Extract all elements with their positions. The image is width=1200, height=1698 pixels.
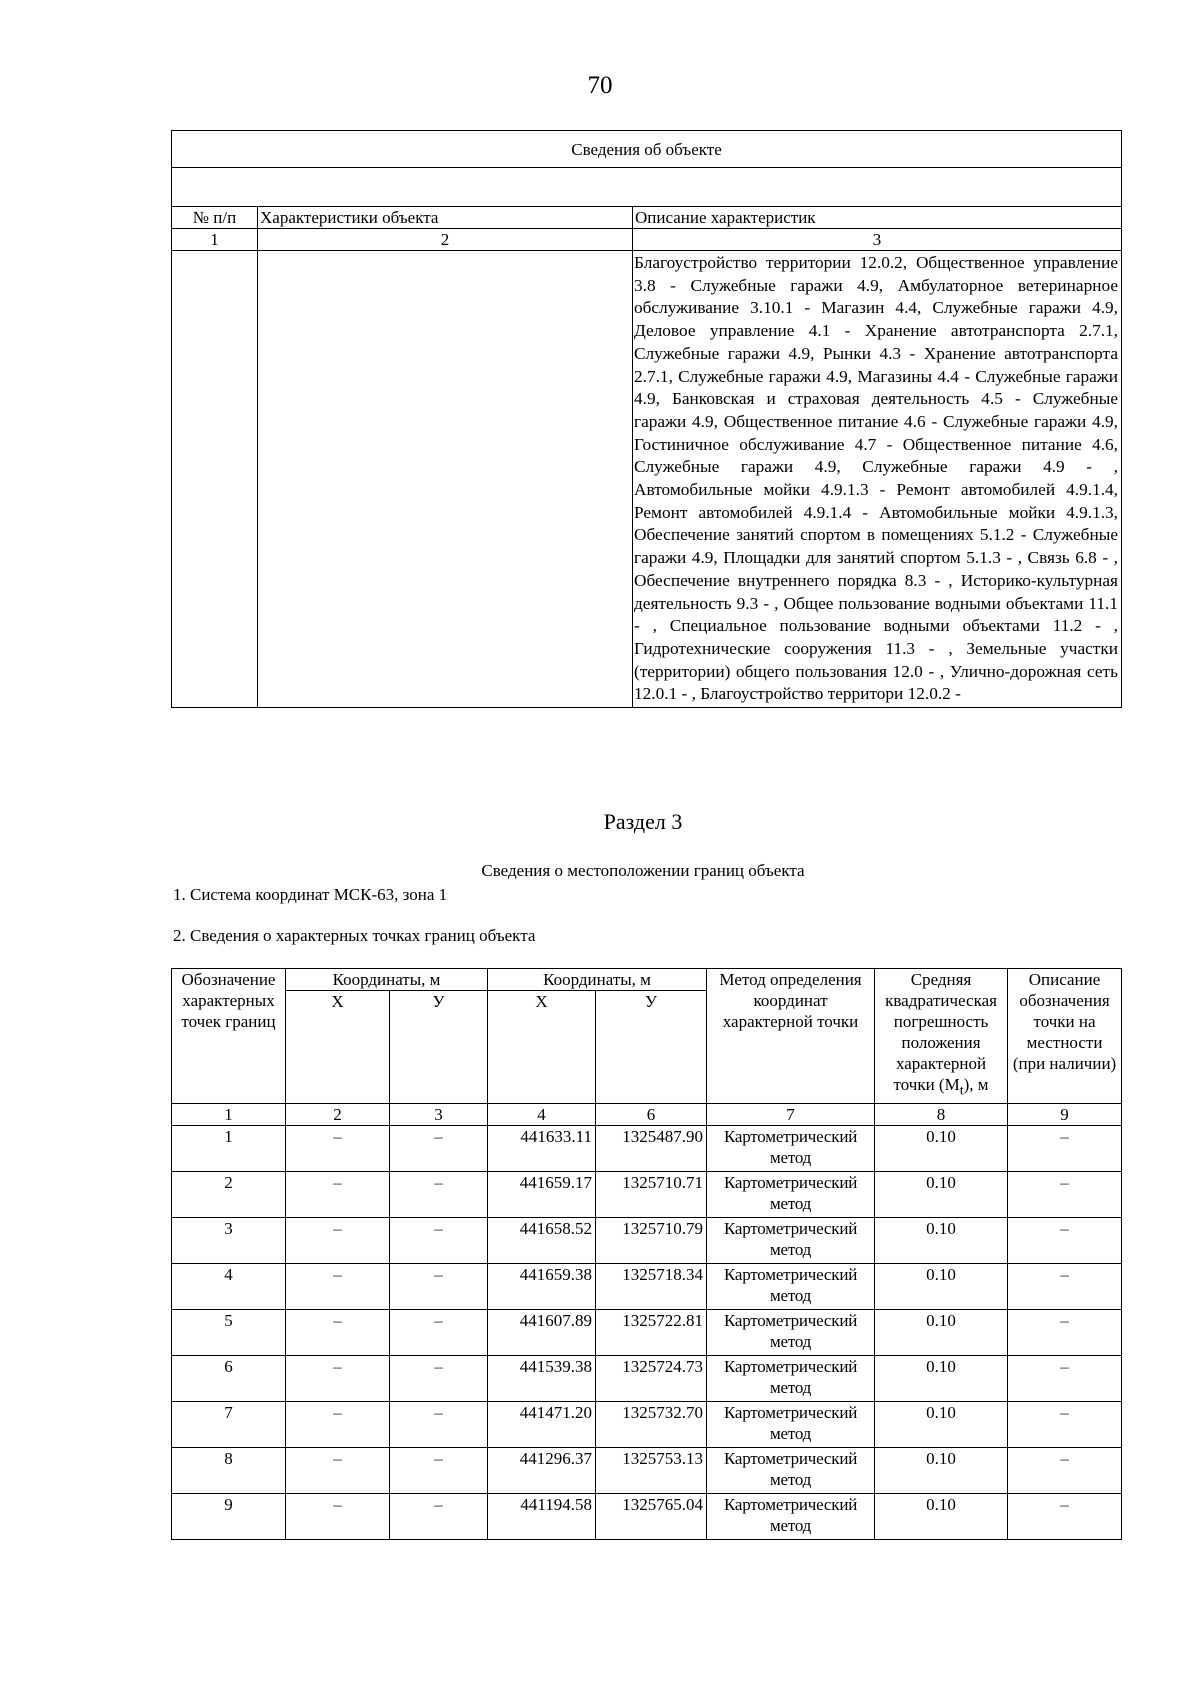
point-method-line-1: Картометрический [723,1311,858,1330]
object-table-title: Сведения об объекте [172,131,1122,168]
header-x-old: X [286,991,390,1104]
point-description: – [1008,1402,1122,1448]
point-method [707,1126,875,1172]
point-method [707,1356,875,1402]
point-x: 441471.20 [488,1402,596,1448]
point-y: 1325722.81 [596,1310,707,1356]
point-y-old: – [390,1310,488,1356]
table-row [172,1494,1122,1540]
point-y: 1325724.73 [596,1356,707,1402]
col-number: 1 [172,229,258,251]
row-description: Благоустройство территории 12.0.2, Общественное управление 3.8 - Служебные гаражи 4.9, Амбулаторное ветеринарное обслуживание 3.10.1 - Магазин 4.4, Служебные гаражи 4.9, Деловое управление 4.1 - Хранение автотранспорта 2.7.1, Служебные гаражи 4.9, Рынки 4.3 - Хранение автотранспорта 2.7.1, Служебные гаражи 4.9, Магазины 4.4 - Служебные гаражи 4.9, Банковская и страховая деятельность 4.5 - Служебные гаражи 4.9, Общественное питание 4.6 - Служебные гаражи 4.9, Гостиничное обслуживание 4.7 - Общественное питание 4.6, Служебные гаражи 4.9, Служебные гаражи 4.9 - , Автомобильные мойки 4.9.1.3 - Ремонт автомобилей 4.9.1.4, Ремонт автомобилей 4.9.1.4 - Автомобильные мойки 4.9.1.3, Обеспечение занятий спортом в помещениях 5.1.2 - Служебные гаражи 4.9, Площадки для занятий спортом 5.1.3 - , Связь 6.8 - , Обеспечение внутреннего порядка 8.3 - , Историко-культурная деятельность 9.3 - , Общее пользование водными объектами 11.1 - , Специальное пользование водными объектами 11.2 - , Гидротехнические сооружения 11.3 - , Земельные участки (территории) общего пользования 12.0 - , Улично-дорожная сеть 12.0.1 - , Благоустройство территори 12.0.2 - [633,251,1122,708]
point-x: 441194.58 [488,1494,596,1540]
point-error: 0.10 [875,1172,1008,1218]
point-x-old: – [286,1494,390,1540]
point-x: 441296.37 [488,1448,596,1494]
point-y-old: – [390,1402,488,1448]
point-method-line-2: метод [769,1378,812,1397]
header-error-subscript: t [959,1082,964,1099]
point-number: 2 [172,1172,286,1218]
point-description: – [1008,1448,1122,1494]
point-error: 0.10 [875,1126,1008,1172]
point-y-old: – [390,1264,488,1310]
point-method-line-1: Картометрический [723,1357,858,1376]
point-y-old: – [390,1448,488,1494]
header-method: Метод определения координат характерной точки [707,969,875,1104]
point-description: – [1008,1310,1122,1356]
point-x: 441659.38 [488,1264,596,1310]
point-y-old: – [390,1126,488,1172]
col-number: 2 [286,1104,390,1126]
point-method-line-2: метод [769,1424,812,1443]
header-y-old: У [390,991,488,1104]
point-description: – [1008,1494,1122,1540]
point-number: 9 [172,1494,286,1540]
object-table-blank-row [172,168,1122,207]
point-number: 3 [172,1218,286,1264]
header-y: У [596,991,707,1104]
point-number: 4 [172,1264,286,1310]
col-number: 4 [488,1104,596,1126]
point-method-line-2: метод [769,1332,812,1351]
row-characteristic [258,251,633,708]
point-y: 1325710.71 [596,1172,707,1218]
point-x-old: – [286,1218,390,1264]
point-description: – [1008,1172,1122,1218]
point-method [707,1218,875,1264]
col-number: 7 [707,1104,875,1126]
col-number: 3 [390,1104,488,1126]
section-title: Раздел 3 [603,809,683,834]
point-method-line-1: Картометрический [723,1173,858,1192]
point-method-line-1: Картометрический [723,1449,858,1468]
point-x-old: – [286,1310,390,1356]
point-method [707,1402,875,1448]
section-subtitle: Сведения о местоположении границ объекта [481,861,805,880]
point-number: 7 [172,1402,286,1448]
point-x-old: – [286,1264,390,1310]
point-number: 8 [172,1448,286,1494]
header-coords-group-2: Координаты, м [488,969,707,991]
header-x: X [488,991,596,1104]
point-method-line-2: метод [769,1516,812,1535]
point-y-old: – [390,1218,488,1264]
point-method-line-2: метод [769,1240,812,1259]
point-method [707,1494,875,1540]
point-y-old: – [390,1172,488,1218]
point-error: 0.10 [875,1402,1008,1448]
col-number: 1 [172,1104,286,1126]
point-method [707,1448,875,1494]
point-x-old: – [286,1126,390,1172]
col-number: 2 [258,229,633,251]
point-method-line-2: метод [769,1194,812,1213]
col-number: 8 [875,1104,1008,1126]
point-x-old: – [286,1172,390,1218]
point-method-line-1: Картометрический [723,1495,858,1514]
point-number: 1 [172,1126,286,1172]
point-error: 0.10 [875,1218,1008,1264]
point-method-line-2: метод [769,1148,812,1167]
table-row [172,1310,1122,1356]
point-error: 0.10 [875,1356,1008,1402]
point-x: 441607.89 [488,1310,596,1356]
point-method [707,1172,875,1218]
col-number: 3 [633,229,1122,251]
col-number: 6 [596,1104,707,1126]
point-y: 1325753.13 [596,1448,707,1494]
point-error: 0.10 [875,1264,1008,1310]
point-x: 441633.11 [488,1126,596,1172]
point-error: 0.10 [875,1494,1008,1540]
point-method-line-2: метод [769,1286,812,1305]
header-description: Описание характеристик [633,207,1122,229]
table-row [172,1172,1122,1218]
point-method-line-1: Картометрический [723,1219,858,1238]
table-row [172,1356,1122,1402]
points-heading-line: 2. Сведения о характерных точках границ объекта [173,926,536,945]
boundary-points-table [171,968,1122,1540]
header-characteristics: Характеристики объекта [258,207,633,229]
point-error: 0.10 [875,1310,1008,1356]
point-x: 441658.52 [488,1218,596,1264]
point-description: – [1008,1264,1122,1310]
point-number: 6 [172,1356,286,1402]
row-num [172,251,258,708]
point-method-line-2: метод [769,1470,812,1489]
point-description: – [1008,1126,1122,1172]
point-y: 1325765.04 [596,1494,707,1540]
point-number: 5 [172,1310,286,1356]
header-error-text: Средняя квадратическая погрешность положения характерной точки (M [885,970,997,1094]
header-coords-group-1: Координаты, м [286,969,488,991]
table-row [172,1264,1122,1310]
point-x: 441539.38 [488,1356,596,1402]
point-y: 1325487.90 [596,1126,707,1172]
point-method [707,1264,875,1310]
header-error [875,969,1008,1104]
point-y: 1325718.34 [596,1264,707,1310]
point-description: – [1008,1218,1122,1264]
object-info-table [171,130,1122,708]
header-error-unit: ), м [963,1075,989,1094]
table-row [172,251,1122,708]
page-number: 70 [587,72,613,99]
header-description: Описание обозначения точки на местности (при наличии) [1008,969,1122,1104]
table-row [172,1218,1122,1264]
point-error: 0.10 [875,1448,1008,1494]
point-method-line-1: Картометрический [723,1403,858,1422]
point-x-old: – [286,1402,390,1448]
table-row [172,1448,1122,1494]
point-y: 1325732.70 [596,1402,707,1448]
point-x-old: – [286,1356,390,1402]
point-x-old: – [286,1448,390,1494]
point-y-old: – [390,1356,488,1402]
point-method-line-1: Картометрический [723,1127,858,1146]
point-y: 1325710.79 [596,1218,707,1264]
point-description: – [1008,1356,1122,1402]
point-x: 441659.17 [488,1172,596,1218]
point-method [707,1310,875,1356]
point-method-line-1: Картометрический [723,1265,858,1284]
point-y-old: – [390,1494,488,1540]
table-row [172,1126,1122,1172]
coordinate-system-line: 1. Система координат МСК-63, зона 1 [173,885,448,904]
table-row [172,1402,1122,1448]
header-designation: Обозначение характерных точек границ [172,969,286,1104]
col-number: 9 [1008,1104,1122,1126]
header-num: № п/п [172,207,258,229]
